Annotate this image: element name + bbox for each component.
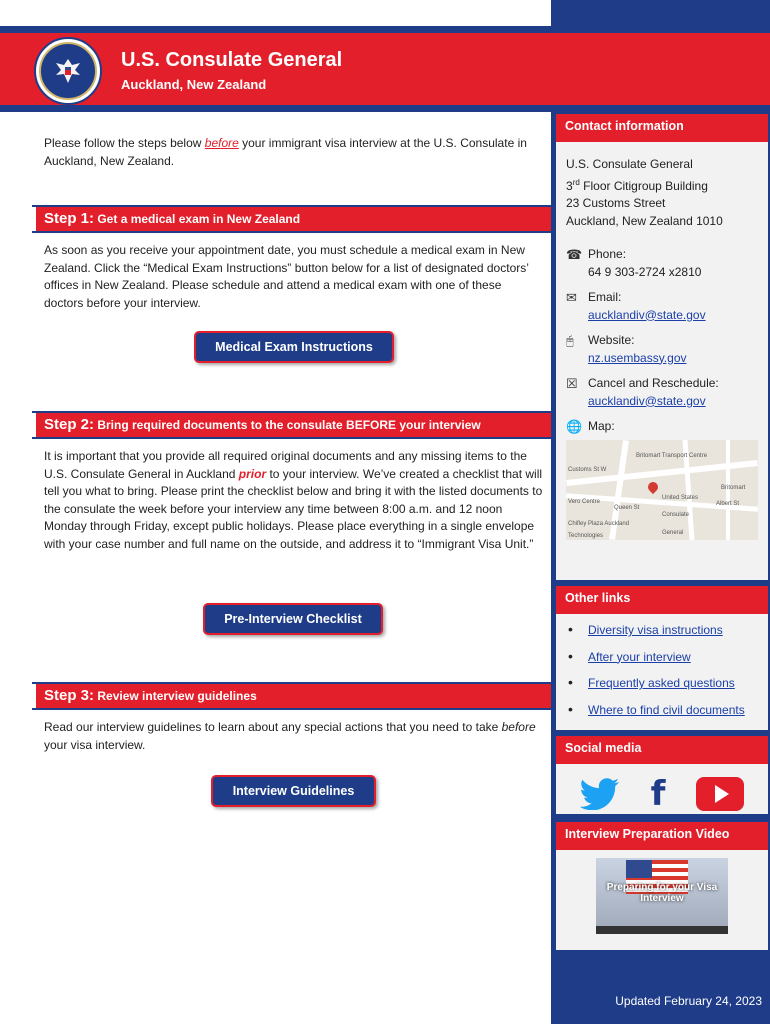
step-3-emphasis: before bbox=[501, 720, 536, 734]
step-2-number: Step 2: bbox=[44, 416, 95, 433]
map-label-customs-st: Customs St W bbox=[568, 466, 607, 473]
pre-interview-checklist-button[interactable]: Pre-Interview Checklist bbox=[203, 603, 383, 635]
eagle-icon bbox=[50, 53, 86, 89]
globe-icon: 🌐 bbox=[566, 419, 583, 434]
consulate-seal-icon bbox=[34, 37, 102, 105]
phone-row bbox=[566, 246, 758, 281]
step-3-number: Step 3: bbox=[44, 687, 95, 704]
address-line-3: 23 Customs Street bbox=[566, 196, 666, 210]
step-1-body: As soon as you receive your appointment date, you must schedule a medical exam in New Zealand. Click the “Medical Exam Instructions” button below for a list of designated doctors’ offices in New Zealand. Please schedule and attend a medical exam with one of these doctors before your interview. bbox=[44, 243, 529, 310]
video-control-bar[interactable] bbox=[596, 926, 728, 934]
phone-icon: ☎ bbox=[566, 247, 583, 262]
email-label: Email: bbox=[588, 290, 622, 304]
step-3-body-b: your visa interview. bbox=[44, 737, 146, 752]
website-row bbox=[566, 332, 758, 367]
medical-exam-instructions-button[interactable]: Medical Exam Instructions bbox=[194, 331, 394, 363]
list-item bbox=[566, 702, 758, 720]
step-1-header bbox=[36, 207, 551, 231]
list-item bbox=[566, 675, 758, 693]
map-label-albert-st: Albert St bbox=[716, 500, 740, 507]
website-link[interactable]: nz.usembassy.gov bbox=[588, 350, 687, 365]
step-3-header bbox=[36, 684, 551, 708]
cancel-label: Cancel and Reschedule: bbox=[588, 376, 719, 390]
step-2-emphasis: prior bbox=[238, 466, 267, 481]
map-label-queen-st: Queen St bbox=[614, 504, 640, 511]
website-label: Website: bbox=[588, 333, 635, 347]
step-2-body-a: It is important that you provide all required original documents and any missing items to the U.S. Consulate General in Auckland bbox=[44, 449, 527, 481]
diversity-visa-link[interactable]: Diversity visa instructions bbox=[588, 623, 723, 637]
step-1-title: Get a medical exam in New Zealand bbox=[94, 212, 301, 226]
interview-guidelines-button[interactable]: Interview Guidelines bbox=[211, 775, 376, 807]
video-overlay-text: Preparing for your Visa Interview bbox=[606, 882, 718, 904]
map-label-chifley: Chifley Plaza Auckland bbox=[568, 520, 630, 527]
map-row bbox=[566, 418, 758, 436]
intro-text-a: Please follow the steps below bbox=[44, 136, 205, 150]
step-1-number: Step 1: bbox=[44, 210, 95, 227]
map-label-consulate: United States Consulate General bbox=[662, 494, 699, 536]
list-item bbox=[566, 649, 758, 667]
social-media-panel bbox=[556, 736, 768, 814]
interview-video-thumbnail[interactable] bbox=[596, 858, 728, 934]
faq-link[interactable]: Frequently asked questions bbox=[588, 676, 735, 690]
intro-text-b: your immigrant visa interview at the U.S. Consulate in Auckland, New Zealand. bbox=[44, 136, 527, 168]
intro-emphasis: before bbox=[204, 136, 239, 150]
map-label-vero-centre: Vero Centre bbox=[568, 498, 601, 505]
address-line-4: Auckland, New Zealand 1010 bbox=[566, 213, 723, 228]
page-title: U.S. Consulate General bbox=[121, 49, 343, 71]
step-3-title: Review interview guidelines bbox=[94, 689, 257, 703]
contact-panel bbox=[556, 114, 768, 580]
facebook-icon[interactable]: f bbox=[650, 774, 666, 814]
email-link[interactable]: aucklandiv@state.gov bbox=[588, 307, 706, 322]
address-line-1: U.S. Consulate General bbox=[566, 157, 693, 171]
contact-heading: Contact information bbox=[556, 114, 768, 142]
cancel-email-link[interactable]: aucklandiv@state.gov bbox=[588, 393, 706, 408]
step-2-body bbox=[44, 448, 547, 553]
close-box-icon: ☒ bbox=[566, 376, 578, 391]
phone-label: Phone: bbox=[588, 247, 627, 261]
cancel-row bbox=[566, 375, 758, 410]
location-map[interactable] bbox=[566, 440, 758, 540]
email-icon: ✉ bbox=[566, 290, 577, 305]
other-links-list bbox=[556, 614, 768, 736]
social-media-heading: Social media bbox=[556, 736, 768, 764]
phone-value: 64 9 303-2724 x2810 bbox=[588, 264, 702, 279]
intro-paragraph bbox=[44, 135, 544, 170]
step-3-body-a: Read our interview guidelines to learn about any special actions that you need to take bbox=[44, 720, 502, 734]
map-label-britomart: Britomart bbox=[721, 484, 746, 491]
step-2-header bbox=[36, 413, 551, 437]
video-heading: Interview Preparation Video bbox=[556, 822, 768, 850]
step-2-body-b: to your interview. We’ve created a checklist that will tell you what to bring. Please print the checklist below and bring it with the listed documents to the consulate the week before your interview any time between 8:00 a.m. and 12 noon Monday through Friday, except public holidays. Please place everything in a single envelope with your case number and full name on the outside, and address it to “Immigrant Visa Unit.” bbox=[44, 466, 543, 551]
map-label-technologies: Technologies bbox=[568, 532, 604, 539]
other-links-panel bbox=[556, 586, 768, 730]
mouse-icon: 🖰 bbox=[566, 333, 574, 348]
step-3-body bbox=[44, 719, 544, 754]
map-label-britomart-centre: Britomart Transport Centre bbox=[636, 452, 708, 459]
list-item bbox=[566, 622, 758, 640]
civil-documents-link[interactable]: Where to find civil documents bbox=[588, 702, 745, 717]
twitter-icon[interactable] bbox=[580, 778, 620, 810]
address-line-2: 3rd Floor Citigroup Building bbox=[566, 177, 708, 193]
step-2-title: Bring required documents to the consulate BEFORE your interview bbox=[94, 418, 481, 432]
after-interview-link[interactable]: After your interview bbox=[588, 649, 691, 664]
youtube-icon[interactable] bbox=[696, 777, 744, 811]
updated-date: Updated February 24, 2023 bbox=[615, 994, 762, 1008]
map-pin-icon bbox=[646, 479, 660, 493]
video-panel bbox=[556, 822, 768, 950]
email-row bbox=[566, 289, 758, 324]
map-label: Map: bbox=[588, 419, 615, 433]
other-links-heading: Other links bbox=[556, 586, 768, 614]
header-red-stripe bbox=[0, 33, 770, 105]
page-subtitle: Auckland, New Zealand bbox=[121, 77, 267, 92]
